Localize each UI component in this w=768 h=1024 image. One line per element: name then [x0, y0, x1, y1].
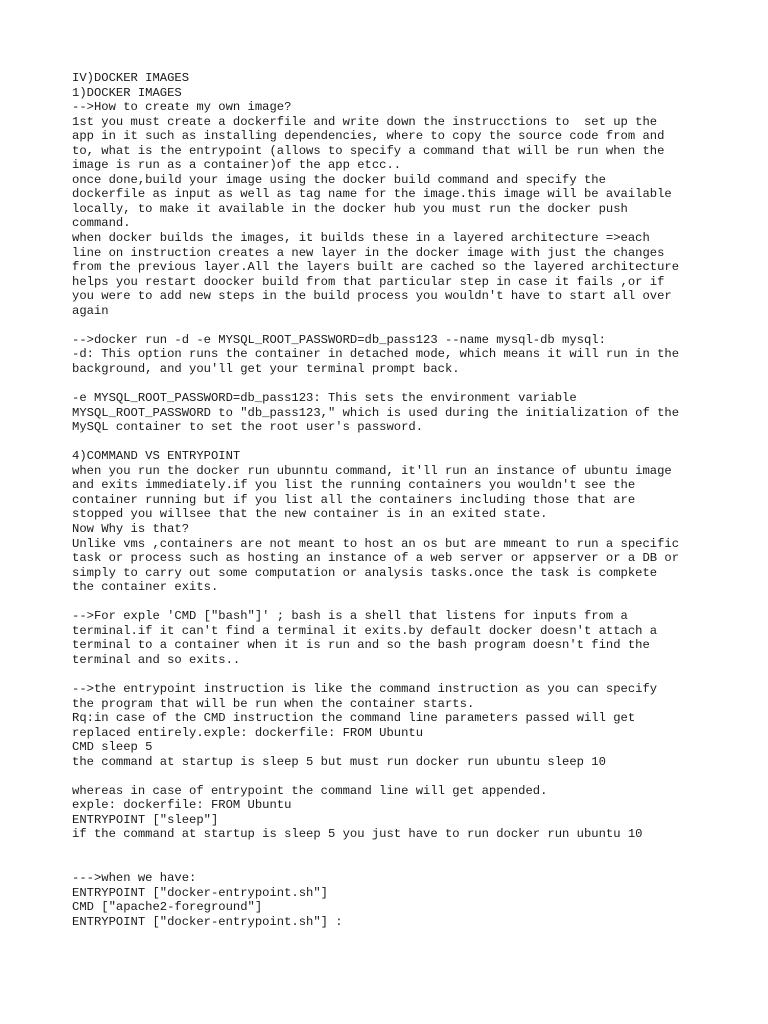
- text-line: [72, 435, 712, 450]
- document-body: [72, 71, 712, 929]
- text-line: helps you restart doocker build from that particular step in case it fails ,or if: [72, 274, 665, 289]
- text-line: -->the entrypoint instruction is like the command instruction as you can specify: [72, 681, 658, 696]
- text-line: once done,build your image using the docker build command and specify the: [72, 172, 606, 187]
- text-line: 1st you must create a dockerfile and write down the instrucctions to set up the: [72, 114, 658, 129]
- text-line: the container exits.: [72, 580, 219, 595]
- text-line: ENTRYPOINT ["sleep"]: [72, 812, 219, 827]
- text-line: Now Why is that?: [72, 521, 190, 536]
- text-line: the command at startup is sleep 5 but must run docker run ubuntu sleep 10: [72, 754, 606, 769]
- text-line: [72, 769, 712, 784]
- text-line: [72, 376, 712, 391]
- text-line: from the previous layer.All the layers built are cached so the layered architecture: [72, 260, 680, 275]
- text-line: [72, 842, 712, 857]
- text-line: background, and you'll get your terminal prompt back.: [72, 361, 460, 376]
- text-line: when you run the docker run ubunntu command, it'll run an instance of ubuntu image: [72, 463, 672, 478]
- text-line: -->How to create my own image?: [72, 100, 292, 115]
- text-line: IV)DOCKER IMAGES: [72, 71, 190, 85]
- text-line: -->For exple 'CMD ["bash"]' ; bash is a shell that listens for inputs from a: [72, 609, 628, 624]
- text-line: [72, 318, 712, 333]
- text-line: [72, 595, 712, 610]
- text-line: command.: [72, 216, 131, 231]
- text-line: MYSQL_ROOT_PASSWORD to "db_pass123," which is used during the initialization of the: [72, 405, 680, 420]
- text-line: ENTRYPOINT ["docker-entrypoint.sh"] :: [72, 914, 343, 929]
- text-line: you were to add new steps in the build process you wouldn't have to start all over: [72, 289, 672, 304]
- text-line: --->when we have:: [72, 871, 197, 886]
- text-line: task or process such as hosting an instance of a web server or appserver or a DB or: [72, 551, 680, 566]
- text-line: stopped you willsee that the new container is in an exited state.: [72, 507, 548, 522]
- text-line: if the command at startup is sleep 5 you just have to run docker run ubuntu 10: [72, 827, 643, 842]
- text-line: [72, 857, 712, 872]
- text-line: line on instruction creates a new layer in the docker image with just the changes: [72, 245, 665, 260]
- text-line: simply to carry out some computation or analysis tasks.once the task is compkete: [72, 565, 658, 580]
- text-line: CMD ["apache2-foreground"]: [72, 900, 263, 915]
- text-line: terminal to a container when it is run and so the bash program doesn't find the: [72, 638, 650, 653]
- text-line: container running but if you list all the containers including those that are: [72, 492, 636, 507]
- text-line: terminal and so exits..: [72, 652, 241, 667]
- text-line: image is run as a container)of the app etcc..: [72, 158, 402, 173]
- text-line: CMD sleep 5: [72, 740, 153, 755]
- text-line: whereas in case of entrypoint the command line will get appended.: [72, 783, 548, 798]
- text-line: Unlike vms ,containers are not meant to host an os but are mmeant to run a specific: [72, 536, 680, 551]
- text-line: to, what is the entrypoint (allows to specify a command that will be run when the: [72, 143, 665, 158]
- text-line: and exits immediately.if you list the running containers you wouldn't see the: [72, 478, 636, 493]
- text-line: -e MYSQL_ROOT_PASSWORD=db_pass123: This sets the environment variable: [72, 391, 577, 406]
- text-line: -->docker run -d -e MYSQL_ROOT_PASSWORD=db_pass123 --name mysql-db mysql:: [72, 332, 606, 347]
- text-line: -d: This option runs the container in detached mode, which means it will run in the: [72, 347, 680, 362]
- text-line: terminal.if it can't find a terminal it exits.by default docker doesn't attach a: [72, 623, 658, 638]
- text-line: the program that will be run when the container starts.: [72, 696, 475, 711]
- text-line: again: [72, 303, 109, 318]
- text-line: ENTRYPOINT ["docker-entrypoint.sh"]: [72, 885, 328, 900]
- text-line: replaced entirely.exple: dockerfile: FROM Ubuntu: [72, 725, 424, 740]
- text-line: exple: dockerfile: FROM Ubuntu: [72, 798, 292, 813]
- text-line: MySQL container to set the root user's password.: [72, 420, 424, 435]
- text-line: [72, 667, 712, 682]
- text-line: Rq:in case of the CMD instruction the command line parameters passed will get: [72, 711, 636, 726]
- text-line: when docker builds the images, it builds these in a layered architecture =>each: [72, 231, 650, 246]
- text-line: 1)DOCKER IMAGES: [72, 85, 182, 100]
- text-line: app in it such as installing dependencies, where to copy the source code from and: [72, 129, 665, 144]
- text-line: 4)COMMAND VS ENTRYPOINT: [72, 449, 241, 464]
- text-line: dockerfile as input as well as tag name for the image.this image will be available: [72, 187, 672, 202]
- text-line: locally, to make it available in the docker hub you must run the docker push: [72, 201, 628, 216]
